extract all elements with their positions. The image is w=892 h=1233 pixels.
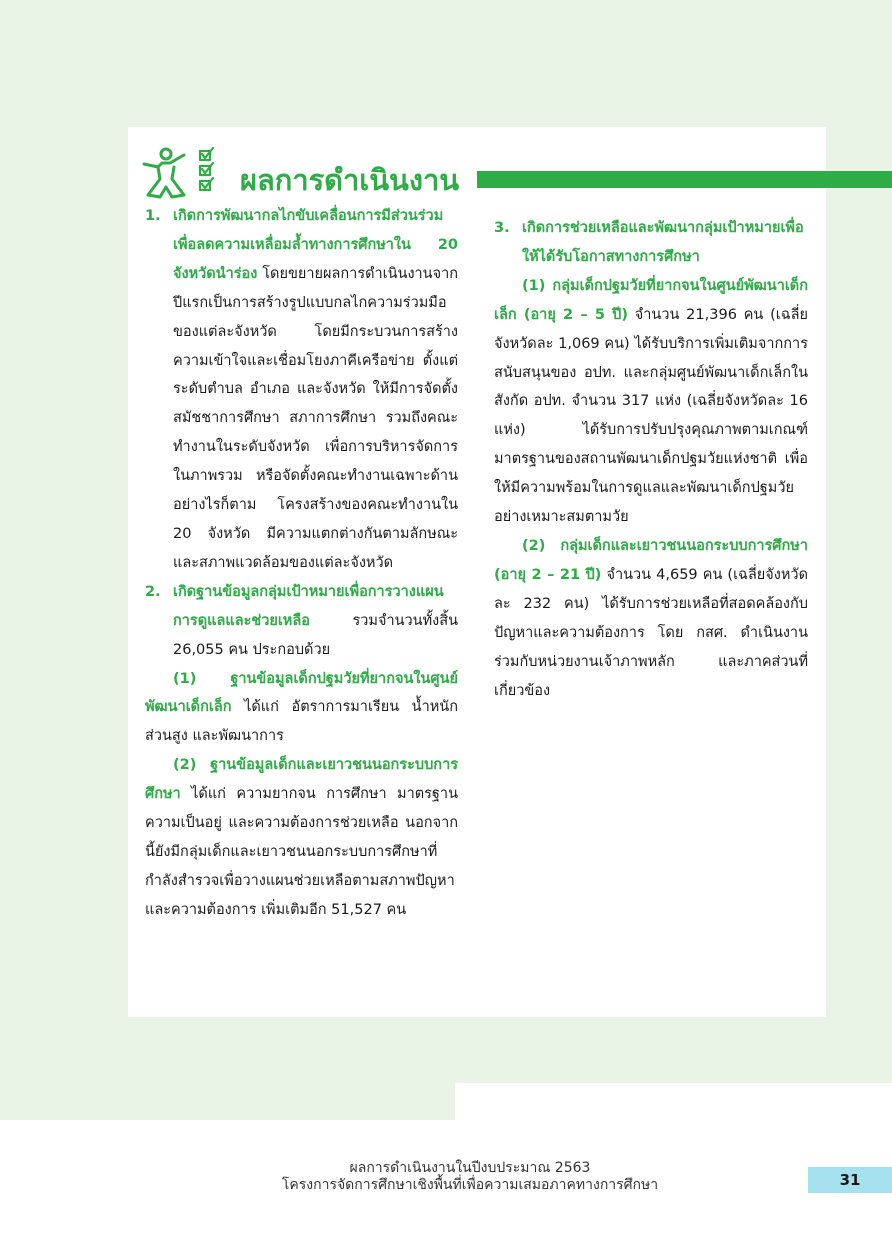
background-notch: [455, 1083, 892, 1123]
item-number: 1.: [145, 208, 161, 224]
sub-heading: (2) กลุ่มเด็กและเยาวชนนอกระบบการศึกษา (อายุ 2 – 21 ปี): [494, 537, 808, 583]
sub-heading: (2) ฐานข้อมูลเด็กและเยาวชนนอกระบบการศึกษา: [145, 757, 458, 803]
sub-item-database-1: [145, 665, 458, 752]
item-number: 3.: [494, 220, 510, 236]
list-item-1: [145, 202, 458, 578]
page-footer: [230, 1160, 710, 1194]
list-item-2: [145, 578, 458, 665]
sub-item-database-2: [145, 751, 458, 924]
sub-body: จำนวน 4,659 คน (เฉลี่ยจังหวัดละ 232 คน) ได้รับการช่วยเหลือที่สอดคล้องกับปัญหาและความต้องการ โดย กสศ. ดำเนินงานร่วมกับหน่วยงานเจ้าภาพหลัก และภาคส่วนที่เกี่ยวข้อง: [494, 566, 808, 699]
right-column: [494, 214, 808, 705]
sub-body: ได้แก่ อัตราการมาเรียน น้ำหนัก ส่วนสูง และพัฒนาการ: [145, 699, 458, 745]
page-title: ผลการดำเนินงาน: [240, 163, 460, 197]
footer-line-1: ผลการดำเนินงานในปีงบประมาณ 2563: [349, 1160, 591, 1176]
sub-body: ได้แก่ ความยากจน การศึกษา มาตรฐานความเป็นอยู่ และความต้องการช่วยเหลือ นอกจากนี้ยังมีกลุ่มเด็กและเยาวชนนอกระบบการศึกษาที่กำลังสำรวจเพื่อวางแผนช่วยเหลือตามสภาพปัญหาและความต้องการ เพิ่มเติมอีก 51,527 คน: [145, 786, 458, 918]
item-heading: เกิดการพัฒนากลไกขับเคลื่อนการมีส่วนร่วมเพื่อลดความเหลื่อมล้ำทางการศึกษาใน 20 จังหวัดนำร่อง: [173, 208, 458, 282]
footer-line-2: โครงการจัดการศึกษาเชิงพื้นที่เพื่อความเสมอภาคทางการศึกษา: [281, 1177, 659, 1193]
sub-heading: (1) ฐานข้อมูลเด็กปฐมวัยที่ยากจนในศูนย์พัฒนาเด็กเล็ก: [145, 670, 458, 716]
item-number: 2.: [145, 583, 161, 600]
item-body: โดยขยายผลการดำเนินงานจากปีแรกเป็นการสร้างรูปแบบกลไกความร่วมมือของแต่ละจังหวัด โดยมีกระบวนการสร้างความเข้าใจและเชื่อมโยงภาคีเครือข่าย ตั้งแต่ระดับตำบล อำเภอ และจังหวัด ให้มีการจัดตั้งสมัชชาการศึกษา สภาการศึกษา รวมถึงคณะทำงานในระดับจังหวัด เพื่อการบริหารจัดการในภาพรวม หรือจัดตั้งคณะทำงานเฉพาะด้าน อย่างไรก็ตาม โครงสร้างของคณะทำงานใน 20 จังหวัด มีความแตกต่างกันตามลักษณะและสภาพแวดล้อมของแต่ละจังหวัด: [173, 265, 458, 571]
sub-item-out-of-school: [494, 532, 808, 705]
sub-heading: (1) กลุ่มเด็กปฐมวัยที่ยากจนในศูนย์พัฒนาเด็กเล็ก (อายุ 2 – 5 ปี): [494, 277, 808, 323]
list-item-3: [494, 214, 808, 272]
item-body: รวมจำนวนทั้งสิ้น 26,055 คน ประกอบด้วย: [173, 612, 458, 658]
sub-item-early-childhood: [494, 272, 808, 532]
sub-body: จำนวน 21,396 คน (เฉลี่ยจังหวัดละ 1,069 คน) ได้รับบริการเพิ่มเติมจากการสนับสนุนของ อปท. และกลุ่มศูนย์พัฒนาเด็กเล็กในสังกัด อปท. จำนวน 317 แห่ง (เฉลี่ยจังหวัดละ 16 แห่ง) ได้รับการปรับปรุงคุณภาพตามเกณฑ์มาตรฐานของสถานพัฒนาเด็กปฐมวัยแห่งชาติ เพื่อให้มีความพร้อมในการดูแลและพัฒนาเด็กปฐมวัยอย่างเหมาะสมตามวัย: [494, 306, 808, 526]
person-checklist-icon: [140, 145, 220, 201]
left-column: [145, 202, 458, 925]
page-number: 31: [808, 1167, 892, 1193]
title-accent-bar: [477, 171, 892, 188]
item-heading: เกิดการช่วยเหลือและพัฒนากลุ่มเป้าหมายเพื่อให้ได้รับโอกาสทางการศึกษา: [522, 220, 804, 265]
item-heading: เกิดฐานข้อมูลกลุ่มเป้าหมายเพื่อการวางแผนการดูแลและช่วยเหลือ: [173, 583, 444, 629]
